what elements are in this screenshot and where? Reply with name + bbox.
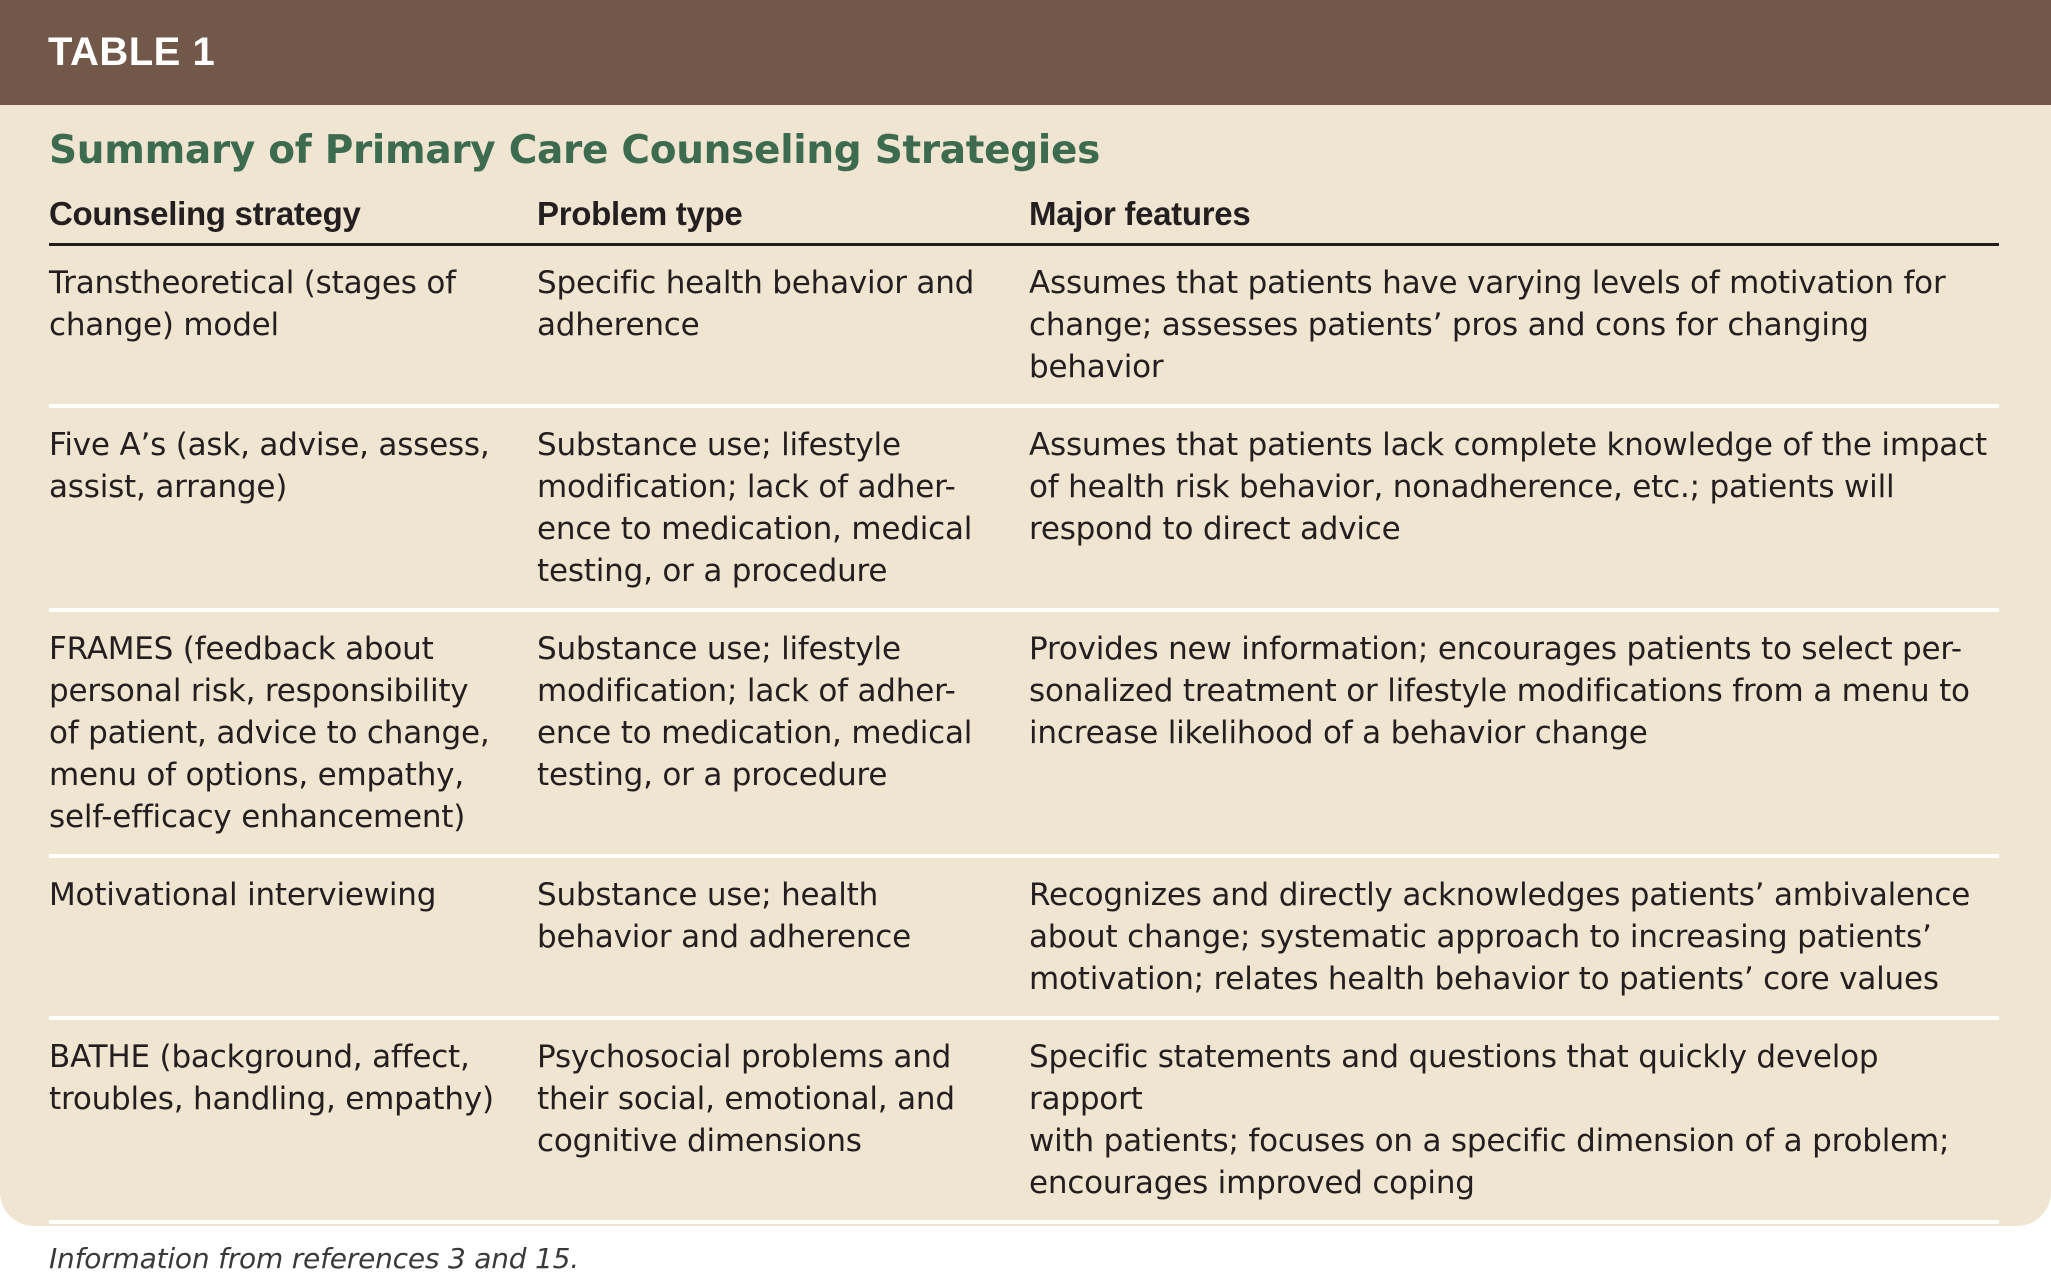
table-row [49, 246, 1999, 408]
table-title: Summary of Primary Care Counseling Strategies [49, 128, 1101, 173]
cell-problem-type: Substance use; health behavior and adherence [537, 877, 911, 955]
cell-strategy: Five A’s (ask, advise, assess, assist, arrange) [49, 427, 490, 505]
cell-strategy: Motivational interviewing [49, 877, 437, 913]
table-footnote: Information from references 3 and 15. [49, 1242, 579, 1275]
table-label: TABLE 1 [48, 30, 216, 74]
cell-major-features: Provides new information; encourages patients to select per- sonalized treatment or lifestyle modifications from a menu to increase likelihood of a behavior change [1029, 631, 1970, 751]
cell-strategy: FRAMES (feedback about personal risk, responsibility of patient, advice to change, menu of options, empathy, self-efficacy enhancement) [49, 631, 490, 835]
cell-problem-type: Psychosocial problems and their social, emotional, and cognitive dimensions [537, 1039, 955, 1159]
column-header-strategy: Counseling strategy [49, 195, 361, 232]
cell-major-features: Recognizes and directly acknowledges patients’ ambivalence about change; systematic approach to increasing patients’ motivation; relates health behavior to patients’ core values [1029, 877, 1971, 997]
cell-problem-type: Substance use; lifestyle modification; lack of adher- ence to medication, medical testing, or a procedure [537, 427, 973, 589]
cell-major-features: Assumes that patients lack complete knowledge of the impact of health risk behavior, nonadherence, etc.; patients will respond to direct advice [1029, 427, 1987, 547]
cell-problem-type: Specific health behavior and adherence [537, 265, 975, 343]
table-row [49, 612, 1999, 858]
cell-strategy: Transtheoretical (stages of change) model [49, 265, 456, 343]
table-content [49, 105, 1999, 1275]
table-row [49, 858, 1999, 1020]
column-header-problem-type: Problem type [537, 195, 743, 232]
cell-problem-type: Substance use; lifestyle modification; lack of adher- ence to medication, medical testing, or a procedure [537, 631, 973, 793]
cell-strategy: BATHE (background, affect, troubles, handling, empathy) [49, 1039, 494, 1117]
table-header-row [49, 189, 1999, 246]
table-body [49, 246, 1999, 1224]
table-label-band [0, 0, 2051, 105]
cell-major-features: Assumes that patients have varying levels of motivation for change; assesses patients’ pros and cons for changing behavior [1029, 265, 1946, 385]
column-header-major-features: Major features [1029, 195, 1251, 232]
table-row [49, 1020, 1999, 1224]
cell-major-features: Specific statements and questions that quickly develop rapport with patients; focuses on a specific dimension of a problem; encourages improved coping [1029, 1039, 1950, 1201]
table-row [49, 408, 1999, 612]
